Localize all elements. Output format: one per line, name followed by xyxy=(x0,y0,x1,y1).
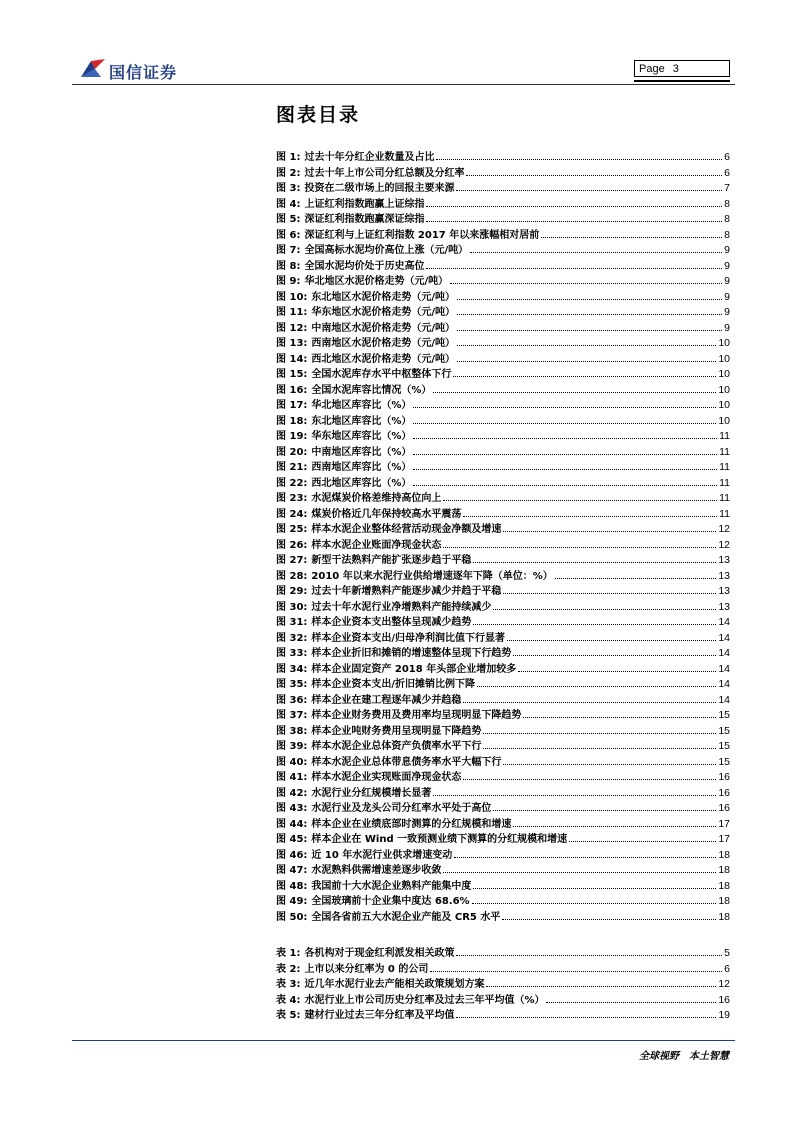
dot-leader xyxy=(457,322,722,331)
footer-slogan-right: 本土智慧 xyxy=(689,1051,729,1062)
entry-page-number: 16 xyxy=(718,993,730,1006)
entry-title: 样本水泥企业实现账面净现金状态 xyxy=(311,772,462,783)
dot-leader xyxy=(454,849,716,858)
entry-title: 西南地区库容比（%） xyxy=(311,462,412,473)
entry-title: 样本企业折旧和摊销的增速整体呈现下行趋势 xyxy=(311,648,512,659)
dot-leader xyxy=(433,384,716,393)
entry-page-number: 6 xyxy=(724,151,730,163)
logo-mark-icon xyxy=(79,57,107,79)
toc-title: 图表目录 xyxy=(276,104,361,126)
entry-page-number: 11 xyxy=(719,461,730,473)
entry-label: 表 2: xyxy=(276,963,301,975)
entry-title: 东北地区水泥价格走势（元/吨） xyxy=(311,291,456,303)
entry-page-number: 13 xyxy=(718,569,730,582)
entry-title: 全国水泥均价处于历史高位 xyxy=(304,260,425,272)
entry-label: 图 7: xyxy=(276,245,301,256)
entry-label: 图 21: xyxy=(276,462,308,473)
entry-label: 图 12: xyxy=(276,322,308,334)
entry-page-number: 9 xyxy=(724,290,730,303)
entry-title: 建材行业过去三年分红率及平均值 xyxy=(304,1010,455,1021)
entry-title: 样本企业资本支出/归母净利润比值下行显著 xyxy=(311,632,506,644)
toc-table-entry[interactable] xyxy=(276,993,730,1009)
entry-title: 水泥熟料供需增速差逐步收敛 xyxy=(311,865,442,876)
entry-title: 西北地区库容比（%） xyxy=(311,477,412,489)
toc-figure-entry[interactable] xyxy=(276,832,730,848)
entry-label: 图 43: xyxy=(276,803,308,814)
entry-label: 图 40: xyxy=(276,756,308,768)
toc-figure-entry[interactable] xyxy=(276,398,730,414)
toc-figure-entry[interactable] xyxy=(276,615,730,631)
toc-figure-entry[interactable] xyxy=(276,879,730,895)
toc-figure-entry[interactable] xyxy=(276,290,730,306)
dot-leader xyxy=(433,787,716,796)
entry-label: 图 28: xyxy=(276,570,308,582)
entry-page-number: 14 xyxy=(718,662,730,675)
entry-title: 全国各省前五大水泥企业产能及 CR5 水平 xyxy=(311,911,501,923)
toc-figure-entry[interactable] xyxy=(276,476,730,492)
table-list xyxy=(276,946,730,1024)
dot-leader xyxy=(473,616,716,625)
entry-label: 图 14: xyxy=(276,353,308,365)
dot-leader xyxy=(413,399,716,408)
toc-figure-entry[interactable] xyxy=(276,507,730,523)
entry-label: 表 5: xyxy=(276,1010,301,1021)
dot-leader xyxy=(483,740,716,749)
entry-label: 图 10: xyxy=(276,291,308,303)
entry-title: 样本水泥企业账面净现金状态 xyxy=(311,539,442,551)
entry-label: 图 19: xyxy=(276,431,308,442)
entry-title: 样本水泥企业整体经营活动现金净额及增速 xyxy=(311,524,502,535)
entry-label: 图 9: xyxy=(276,276,301,287)
dot-leader xyxy=(443,539,716,548)
entry-page-number: 18 xyxy=(718,910,730,923)
entry-title: 样本企业吨财务费用呈现明显下降趋势 xyxy=(311,725,482,737)
entry-page-number: 12 xyxy=(718,523,730,535)
entry-label: 图 50: xyxy=(276,911,308,923)
dot-leader xyxy=(503,523,716,532)
entry-title: 水泥行业上市公司历史分红率及过去三年平均值（%） xyxy=(304,994,545,1006)
entry-title: 样本水泥企业总体带息债务率水平大幅下行 xyxy=(311,756,502,768)
entry-title: 样本企业资本支出/折旧摊销比例下降 xyxy=(311,679,476,690)
entry-title: 样本企业固定资产 2018 年头部企业增加较多 xyxy=(311,663,517,675)
toc-table-entry[interactable] xyxy=(276,1008,730,1024)
dot-leader xyxy=(470,244,722,253)
entry-label: 图 46: xyxy=(276,849,308,861)
entry-page-number: 18 xyxy=(718,895,730,907)
dot-leader xyxy=(413,430,717,439)
toc-figure-entry[interactable] xyxy=(276,352,730,368)
page-label: Page xyxy=(639,63,665,75)
toc-figure-entry[interactable] xyxy=(276,538,730,554)
entry-label: 图 4: xyxy=(276,198,301,210)
entry-label: 图 32: xyxy=(276,632,308,644)
toc-figure-entry[interactable] xyxy=(276,445,730,461)
entry-title: 近 10 年水泥行业供求增速变动 xyxy=(311,849,453,861)
entry-page-number: 10 xyxy=(718,337,730,349)
entry-title: 华东地区水泥价格走势（元/吨） xyxy=(311,307,456,318)
entry-title: 深证红利指数跑赢深证综指 xyxy=(304,214,425,225)
entry-title: 投资在二级市场上的回报主要来源 xyxy=(304,183,455,194)
toc-figure-entry[interactable] xyxy=(276,414,730,430)
toc-figure-entry[interactable] xyxy=(276,677,730,693)
entry-page-number: 6 xyxy=(724,962,730,975)
entry-page-number: 7 xyxy=(724,182,730,194)
dot-leader xyxy=(413,461,717,470)
entry-title: 全国高标水泥均价高位上涨（元/吨） xyxy=(304,245,469,256)
entry-label: 图 22: xyxy=(276,477,308,489)
entry-label: 图 48: xyxy=(276,880,308,892)
dot-leader xyxy=(430,963,722,972)
entry-label: 图 16: xyxy=(276,384,308,396)
entry-title: 深证红利与上证红利指数 2017 年以来涨幅相对居前 xyxy=(304,229,540,241)
entry-page-number: 18 xyxy=(718,879,730,892)
toc-figure-entry[interactable] xyxy=(276,383,730,399)
entry-title: 新型干法熟料产能扩张逐步趋于平稳 xyxy=(311,555,472,566)
entry-page-number: 14 xyxy=(718,678,730,690)
header-divider xyxy=(72,84,735,85)
entry-title: 样本企业在 Wind 一致预测业绩下测算的分红规模和增速 xyxy=(311,834,568,845)
entry-title: 上市以来分红率为 0 的公司 xyxy=(304,963,429,975)
entry-page-number: 12 xyxy=(718,978,730,990)
entry-title: 近几年水泥行业去产能相关政策规划方案 xyxy=(304,979,485,990)
dot-leader xyxy=(473,554,716,563)
entry-page-number: 10 xyxy=(718,414,730,427)
toc-figure-entry[interactable] xyxy=(276,584,730,600)
toc-figure-entry[interactable] xyxy=(276,894,730,910)
entry-label: 图 25: xyxy=(276,524,308,535)
brand-name: 国信证券 xyxy=(109,63,178,82)
entry-title: 我国前十大水泥企业熟料产能集中度 xyxy=(311,880,472,892)
entry-page-number: 9 xyxy=(724,306,730,318)
entry-page-number: 17 xyxy=(718,833,730,845)
entry-page-number: 19 xyxy=(718,1009,730,1021)
toc-figure-entry[interactable] xyxy=(276,429,730,445)
entry-page-number: 14 xyxy=(718,647,730,659)
toc-figure-entry[interactable] xyxy=(276,305,730,321)
entry-title: 全国水泥库容比情况（%） xyxy=(311,384,432,396)
dot-leader xyxy=(456,1009,716,1018)
entry-page-number: 6 xyxy=(724,166,730,179)
entry-label: 表 4: xyxy=(276,994,301,1006)
dot-leader xyxy=(463,771,716,780)
toc-table-entry[interactable] xyxy=(276,962,730,978)
entry-title: 各机构对于现金红利派发相关政策 xyxy=(304,948,455,959)
dot-leader xyxy=(477,678,716,687)
entry-page-number: 14 xyxy=(718,616,730,628)
toc-figure-entry[interactable] xyxy=(276,817,730,833)
entry-title: 过去十年分红企业数量及占比 xyxy=(304,152,435,163)
entry-title: 水泥煤炭价格差维持高位向上 xyxy=(311,493,442,504)
entry-page-number: 18 xyxy=(718,864,730,876)
entry-page-number: 11 xyxy=(719,445,730,458)
dot-leader xyxy=(507,632,716,641)
entry-page-number: 18 xyxy=(718,848,730,861)
dot-leader xyxy=(503,756,716,765)
entry-page-number: 16 xyxy=(718,771,730,783)
footer-slogan-left: 全球视野 xyxy=(639,1051,679,1062)
dot-leader xyxy=(513,647,716,656)
toc-figure-entry[interactable] xyxy=(276,600,730,616)
toc-figure-entry[interactable] xyxy=(276,708,730,724)
entry-label: 图 2: xyxy=(276,167,301,179)
dot-leader xyxy=(523,709,716,718)
entry-title: 样本企业财务费用及费用率均呈现明显下降趋势 xyxy=(311,710,522,721)
entry-page-number: 8 xyxy=(724,213,730,225)
dot-leader xyxy=(443,492,717,501)
dot-leader xyxy=(426,213,722,222)
page-number: 3 xyxy=(672,63,679,75)
entry-label: 图 47: xyxy=(276,865,308,876)
entry-label: 图 31: xyxy=(276,617,308,628)
entry-label: 图 5: xyxy=(276,214,301,225)
toc-figure-entry[interactable] xyxy=(276,460,730,476)
entry-page-number: 17 xyxy=(718,817,730,830)
toc-figure-entry[interactable] xyxy=(276,197,730,213)
dot-leader xyxy=(472,895,717,904)
dot-leader xyxy=(457,306,722,315)
entry-title: 全国水泥库存水平中枢整体下行 xyxy=(311,369,452,380)
entry-label: 图 11: xyxy=(276,307,308,318)
entry-page-number: 13 xyxy=(718,600,730,613)
toc-figure-entry[interactable] xyxy=(276,321,730,337)
entry-label: 表 1: xyxy=(276,948,301,959)
toc-figure-entry[interactable] xyxy=(276,553,730,569)
entry-page-number: 5 xyxy=(724,947,730,959)
toc-figure-entry[interactable] xyxy=(276,693,730,709)
entry-page-number: 16 xyxy=(718,786,730,799)
dot-leader xyxy=(546,994,716,1003)
dot-leader xyxy=(413,446,717,455)
entry-title: 水泥行业分红规模增长显著 xyxy=(311,787,432,799)
dot-leader xyxy=(463,508,717,517)
toc-figure-entry[interactable] xyxy=(276,569,730,585)
toc-table-entry[interactable] xyxy=(276,946,730,962)
entry-label: 图 41: xyxy=(276,772,308,783)
entry-label: 图 29: xyxy=(276,586,308,597)
entry-page-number: 15 xyxy=(718,724,730,737)
entry-label: 图 49: xyxy=(276,896,308,907)
entry-title: 全国玻璃前十企业集中度达 68.6% xyxy=(311,896,470,907)
toc-figure-entry[interactable] xyxy=(276,259,730,275)
entry-page-number: 10 xyxy=(718,399,730,411)
entry-page-number: 13 xyxy=(718,585,730,597)
entry-title: 样本企业在业绩底部时测算的分红规模和增速 xyxy=(311,818,512,830)
entry-title: 西北地区水泥价格走势（元/吨） xyxy=(311,353,456,365)
dot-leader xyxy=(555,570,717,579)
dot-leader xyxy=(493,802,716,811)
toc-figure-entry[interactable] xyxy=(276,336,730,352)
entry-label: 图 1: xyxy=(276,152,301,163)
dot-leader xyxy=(513,818,716,827)
toc-figure-entry[interactable] xyxy=(276,166,730,182)
entry-page-number: 14 xyxy=(718,693,730,706)
entry-title: 中南地区水泥价格走势（元/吨） xyxy=(311,322,456,334)
entry-label: 图 18: xyxy=(276,415,308,427)
entry-title: 上证红利指数跑赢上证综指 xyxy=(304,198,425,210)
entry-label: 图 42: xyxy=(276,787,308,799)
entry-label: 图 34: xyxy=(276,663,308,675)
entry-title: 水泥行业及龙头公司分红率水平处于高位 xyxy=(311,803,492,814)
entry-page-number: 14 xyxy=(718,631,730,644)
dot-leader xyxy=(457,337,716,346)
company-logo xyxy=(79,57,209,85)
entry-label: 图 45: xyxy=(276,834,308,845)
entry-title: 过去十年上市公司分红总额及分红率 xyxy=(304,167,465,179)
toc-table-entry[interactable] xyxy=(276,977,730,993)
entry-title: 样本企业资本支出整体呈现减少趋势 xyxy=(311,617,472,628)
dot-leader xyxy=(473,880,716,889)
entry-label: 图 23: xyxy=(276,493,308,504)
dot-leader xyxy=(453,368,716,377)
entry-title: 中南地区库容比（%） xyxy=(311,446,412,458)
dot-leader xyxy=(493,601,716,610)
figure-list xyxy=(276,150,730,925)
entry-page-number: 9 xyxy=(724,321,730,334)
toc-figure-entry[interactable] xyxy=(276,150,730,166)
entry-label: 图 37: xyxy=(276,710,308,721)
entry-label: 图 24: xyxy=(276,508,308,520)
entry-page-number: 9 xyxy=(724,275,730,287)
entry-page-number: 10 xyxy=(718,368,730,380)
entry-label: 图 26: xyxy=(276,539,308,551)
entry-page-number: 8 xyxy=(724,197,730,210)
dot-leader xyxy=(569,833,716,842)
entry-label: 图 39: xyxy=(276,741,308,752)
footer-divider xyxy=(72,1040,735,1041)
toc-figure-entry[interactable] xyxy=(276,786,730,802)
entry-page-number: 9 xyxy=(724,259,730,272)
entry-label: 图 38: xyxy=(276,725,308,737)
toc-figure-entry[interactable] xyxy=(276,522,730,538)
dot-leader xyxy=(486,978,716,987)
dot-leader xyxy=(426,198,722,207)
entry-label: 图 17: xyxy=(276,400,308,411)
toc-figure-entry[interactable] xyxy=(276,755,730,771)
entry-title: 样本企业在建工程逐年减少并趋稳 xyxy=(311,694,462,706)
entry-page-number: 12 xyxy=(718,538,730,551)
entry-label: 图 3: xyxy=(276,183,301,194)
entry-label: 图 35: xyxy=(276,679,308,690)
toc-figure-entry[interactable] xyxy=(276,491,730,507)
dot-leader xyxy=(518,663,716,672)
toc-figure-entry[interactable] xyxy=(276,724,730,740)
toc-figure-entry[interactable] xyxy=(276,228,730,244)
entry-page-number: 13 xyxy=(718,554,730,566)
entry-page-number: 15 xyxy=(718,755,730,768)
entry-page-number: 8 xyxy=(724,228,730,241)
dot-leader xyxy=(450,275,722,284)
entry-label: 图 20: xyxy=(276,446,308,458)
dot-leader xyxy=(457,353,716,362)
entry-label: 图 44: xyxy=(276,818,308,830)
entry-page-number: 10 xyxy=(718,383,730,396)
dot-leader xyxy=(466,167,722,176)
entry-page-number: 11 xyxy=(719,507,730,520)
entry-title: 东北地区库容比（%） xyxy=(311,415,412,427)
entry-title: 样本水泥企业总体资产负债率水平下行 xyxy=(311,741,482,752)
page-indicator-underline xyxy=(634,80,730,82)
dot-leader xyxy=(541,229,722,238)
toc-figure-entry[interactable] xyxy=(276,181,730,197)
toc-figure-entry[interactable] xyxy=(276,646,730,662)
toc-figure-entry[interactable] xyxy=(276,801,730,817)
entry-page-number: 15 xyxy=(718,709,730,721)
entry-page-number: 9 xyxy=(724,244,730,256)
dot-leader xyxy=(463,694,716,703)
page-indicator xyxy=(634,60,730,77)
toc-figure-entry[interactable] xyxy=(276,631,730,647)
dot-leader xyxy=(503,585,716,594)
toc-figure-entry[interactable] xyxy=(276,910,730,926)
entry-title: 过去十年新增熟料产能逐步减少并趋于平稳 xyxy=(311,586,502,597)
toc-figure-entry[interactable] xyxy=(276,770,730,786)
entry-label: 图 33: xyxy=(276,648,308,659)
dot-leader xyxy=(457,291,722,300)
entry-title: 煤炭价格近几年保持较高水平震荡 xyxy=(311,508,462,520)
entry-page-number: 11 xyxy=(719,430,730,442)
dot-leader xyxy=(456,182,722,191)
dot-leader xyxy=(426,260,722,269)
toc-figure-entry[interactable] xyxy=(276,863,730,879)
entry-page-number: 11 xyxy=(719,492,730,504)
dot-leader xyxy=(443,864,716,873)
entry-label: 图 36: xyxy=(276,694,308,706)
entry-label: 表 3: xyxy=(276,979,301,990)
entry-page-number: 10 xyxy=(718,352,730,365)
toc-figure-entry[interactable] xyxy=(276,212,730,228)
entry-title: 华东地区库容比（%） xyxy=(311,431,412,442)
entry-label: 图 15: xyxy=(276,369,308,380)
dot-leader xyxy=(413,415,716,424)
entry-page-number: 11 xyxy=(719,476,730,489)
entry-title: 2010 年以来水泥行业供给增速逐年下降（单位：%） xyxy=(311,570,553,582)
entry-label: 图 8: xyxy=(276,260,301,272)
toc-figure-entry[interactable] xyxy=(276,739,730,755)
toc-figure-entry[interactable] xyxy=(276,848,730,864)
dot-leader xyxy=(436,151,722,160)
entry-page-number: 16 xyxy=(718,802,730,814)
entry-page-number: 15 xyxy=(718,740,730,752)
toc-figure-entry[interactable] xyxy=(276,243,730,259)
entry-label: 图 30: xyxy=(276,601,308,613)
dot-leader xyxy=(502,911,716,920)
entry-title: 西南地区水泥价格走势（元/吨） xyxy=(311,338,456,349)
entry-title: 过去十年水泥行业净增熟料产能持续减少 xyxy=(311,601,492,613)
entry-title: 华北地区水泥价格走势（元/吨） xyxy=(304,276,449,287)
footer-slogan xyxy=(639,1047,729,1062)
entry-label: 图 13: xyxy=(276,338,308,349)
dot-leader xyxy=(456,947,722,956)
entry-label: 图 27: xyxy=(276,555,308,566)
toc-figure-entry[interactable] xyxy=(276,367,730,383)
toc-figure-entry[interactable] xyxy=(276,274,730,290)
toc-figure-entry[interactable] xyxy=(276,662,730,678)
entry-label: 图 6: xyxy=(276,229,301,241)
dot-leader xyxy=(413,477,717,486)
entry-title: 华北地区库容比（%） xyxy=(311,400,412,411)
dot-leader xyxy=(483,725,716,734)
